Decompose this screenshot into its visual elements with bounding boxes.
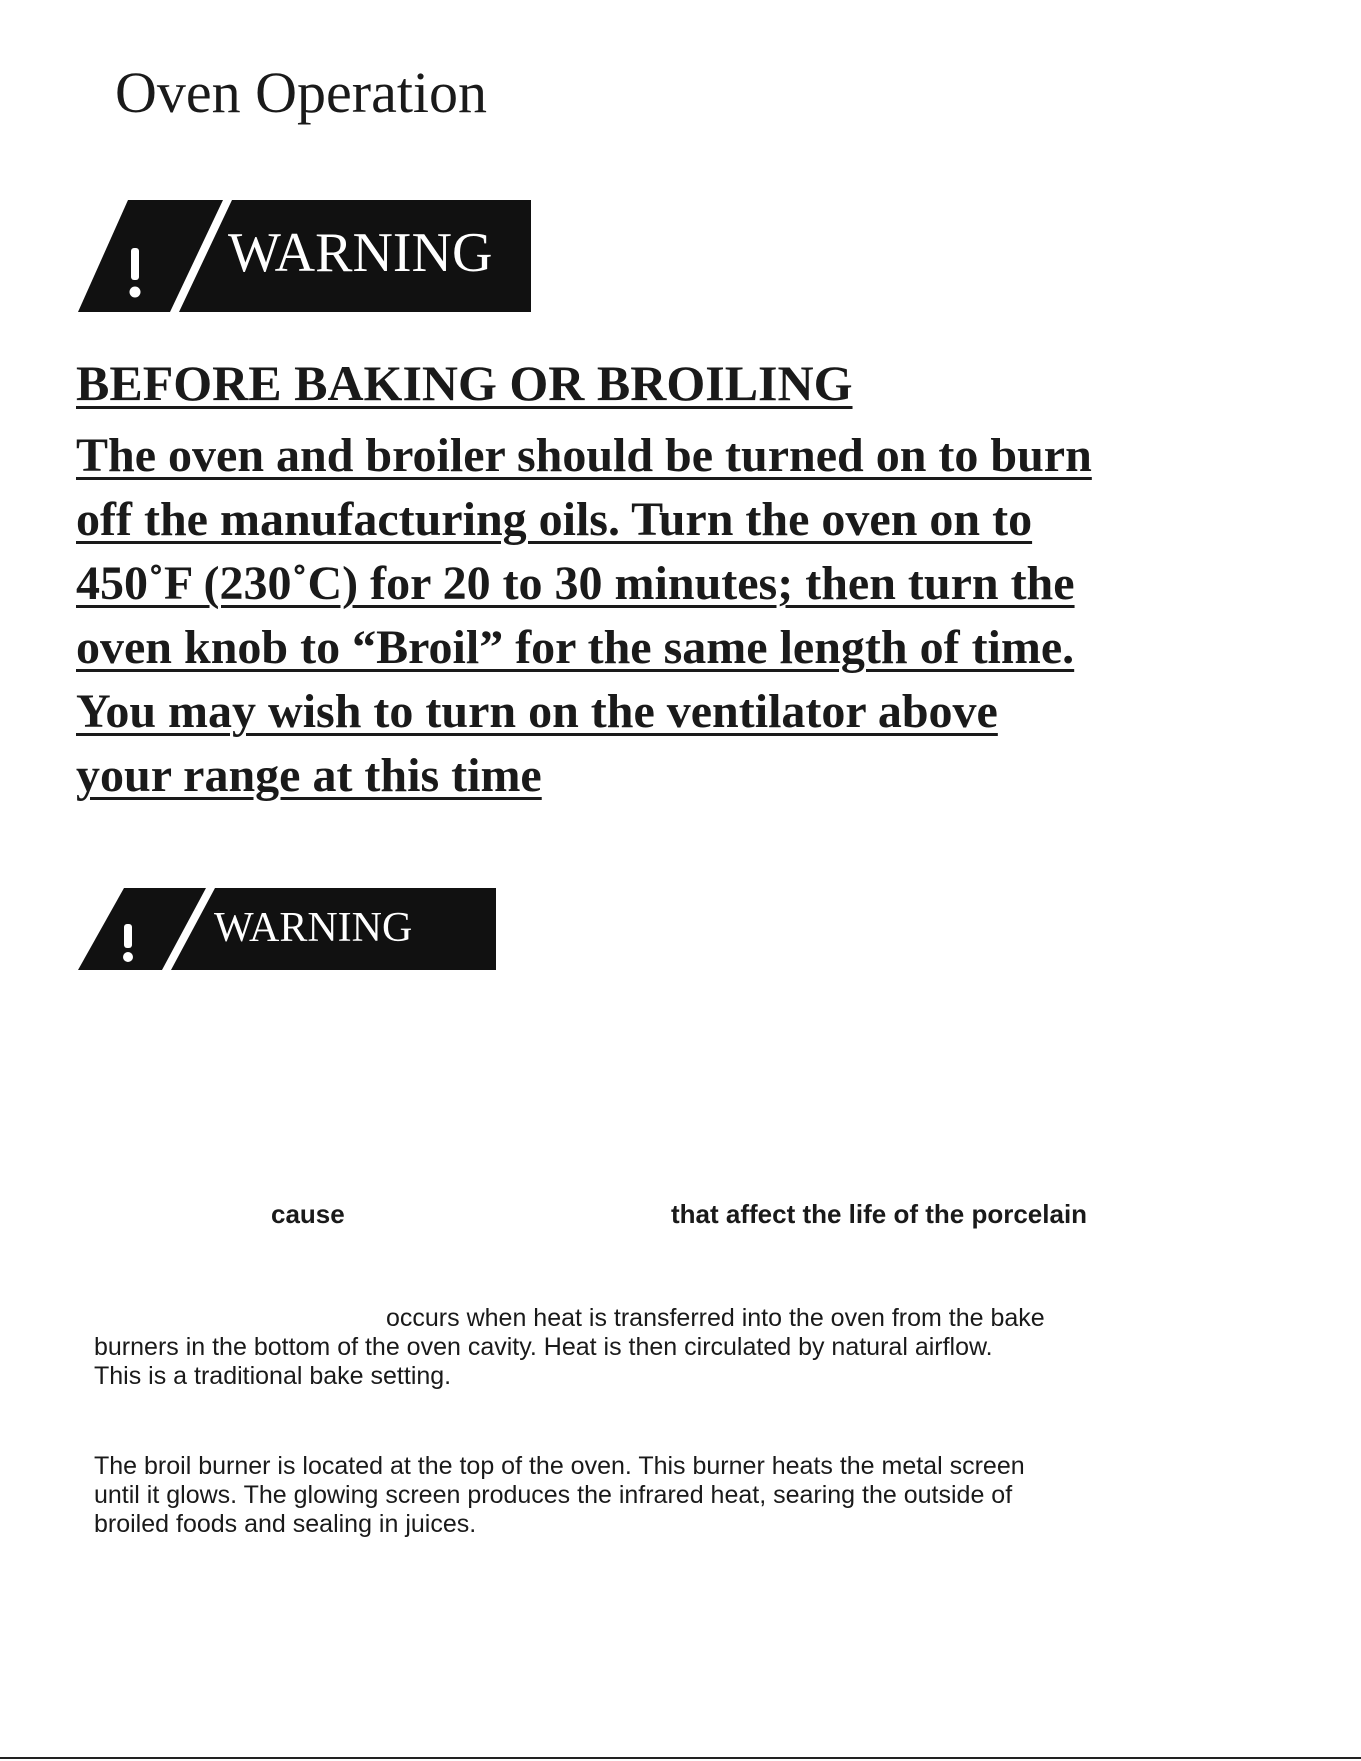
- caution-line: off the manufacturing oils. Turn the oven on to: [76, 493, 1033, 546]
- caution-heading: BEFORE BAKING OR BROILING: [76, 355, 853, 411]
- warning-label: [78, 888, 496, 970]
- fragment-cause: cause: [271, 1199, 345, 1229]
- fragment-porcelain: that affect the life of the porcelain: [671, 1199, 1088, 1229]
- caution-line: your range at this time: [76, 749, 542, 802]
- caution-line: The oven and broiler should be turned on to burn: [76, 429, 1092, 482]
- caution-line: oven knob to “Broil” for the same length of time.: [76, 621, 1075, 674]
- broil-line: The broil burner is located at the top of the oven. This burner heats the metal screen: [94, 1452, 1025, 1480]
- warning-label: [78, 200, 531, 312]
- footer-rule: [0, 1757, 1361, 1759]
- bake-line: occurs when heat is transferred into the oven from the bake: [386, 1304, 1045, 1332]
- caution-line: You may wish to turn on the ventilator above: [76, 685, 998, 738]
- bake-line: burners in the bottom of the oven cavity. Heat is then circulated by natural airflow.: [94, 1333, 993, 1361]
- broil-paragraph: [94, 1452, 1025, 1539]
- warning-label-text: WARNING: [214, 905, 413, 951]
- caution-body: [76, 424, 1092, 808]
- bake-paragraph: [94, 1304, 1045, 1391]
- warning-label-text: WARNING: [228, 222, 493, 284]
- bake-line: This is a traditional bake setting.: [94, 1362, 452, 1390]
- caution-line: 450˚F (230˚C) for 20 to 30 minutes; then turn the: [76, 557, 1075, 610]
- broil-line: broiled foods and sealing in juices.: [94, 1510, 477, 1538]
- page-title: Oven Operation: [115, 60, 488, 125]
- broil-line: until it glows. The glowing screen produces the infrared heat, searing the outside of: [94, 1481, 1013, 1509]
